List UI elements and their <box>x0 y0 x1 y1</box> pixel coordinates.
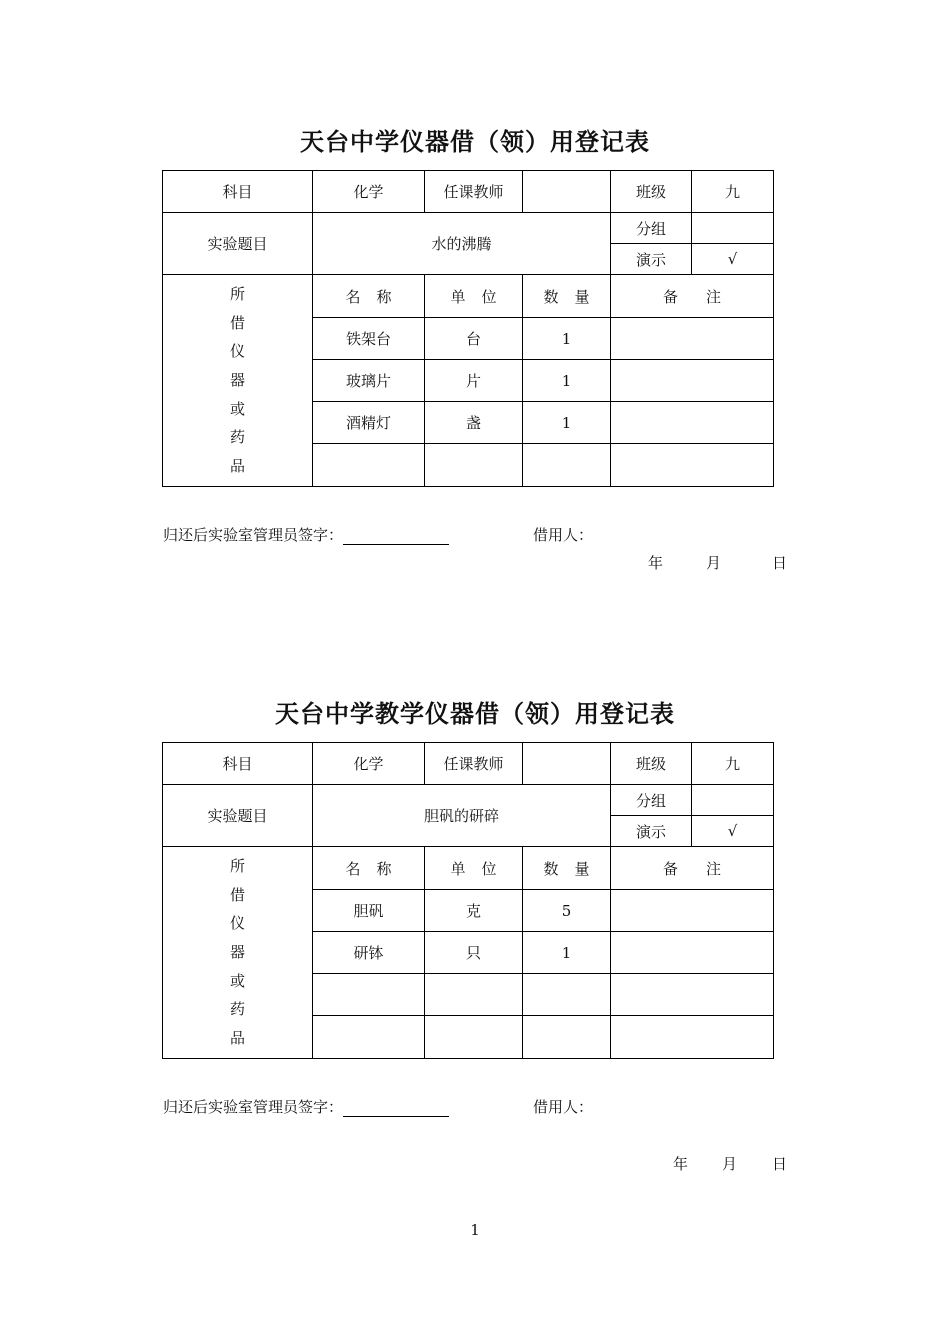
item-name[interactable] <box>313 444 425 487</box>
page-number: 1 <box>470 1221 480 1239</box>
demo-value[interactable]: √ <box>692 816 774 847</box>
item-remark[interactable] <box>611 890 774 932</box>
borrower-label: 借用人： <box>533 1098 594 1116</box>
subject-value[interactable]: 化学 <box>313 743 425 785</box>
side-char: 药 <box>229 1000 245 1019</box>
experiment-label: 实验题目 <box>163 785 313 847</box>
item-unit[interactable] <box>425 444 523 487</box>
item-quantity[interactable] <box>523 974 611 1016</box>
item-unit[interactable] <box>425 1016 523 1059</box>
item-remark[interactable] <box>611 444 774 487</box>
item-unit[interactable]: 片 <box>425 360 523 402</box>
item-unit[interactable]: 克 <box>425 890 523 932</box>
side-char: 器 <box>229 942 245 961</box>
item-remark[interactable] <box>611 974 774 1016</box>
borrower-label: 借用人： <box>533 526 594 544</box>
item-quantity[interactable]: 1 <box>523 360 611 402</box>
item-remark[interactable] <box>611 932 774 974</box>
teacher-label: 任课教师 <box>425 743 523 785</box>
item-unit[interactable]: 台 <box>425 318 523 360</box>
side-char: 所 <box>229 285 245 304</box>
teacher-value[interactable] <box>523 171 611 213</box>
teacher-label: 任课教师 <box>425 171 523 213</box>
name-header: 名称 <box>313 275 425 318</box>
return-signature-label: 归还后实验室管理员签字： <box>163 526 344 544</box>
item-name[interactable]: 铁架台 <box>313 318 425 360</box>
item-quantity[interactable] <box>523 444 611 487</box>
side-char: 品 <box>229 1028 245 1047</box>
item-quantity[interactable]: 5 <box>523 890 611 932</box>
teacher-value[interactable] <box>523 743 611 785</box>
class-value[interactable]: 九 <box>692 171 774 213</box>
signature-blank[interactable] <box>343 530 449 545</box>
form-1-title: 天台中学仪器借（领）用登记表 <box>300 127 650 156</box>
group-value[interactable] <box>692 785 774 816</box>
group-label: 分组 <box>611 213 692 244</box>
side-char: 器 <box>229 370 245 389</box>
side-char: 或 <box>229 399 245 418</box>
return-signature-line <box>163 524 449 545</box>
borrowed-items-side-label <box>163 847 313 1059</box>
item-name[interactable]: 研钵 <box>313 932 425 974</box>
item-remark[interactable] <box>611 1016 774 1059</box>
return-signature-line <box>163 1096 449 1117</box>
unit-header: 单位 <box>425 847 523 890</box>
quantity-header: 数量 <box>523 275 611 318</box>
name-header: 名称 <box>313 847 425 890</box>
item-name[interactable]: 玻璃片 <box>313 360 425 402</box>
subject-label: 科目 <box>163 171 313 213</box>
class-label: 班级 <box>611 171 692 213</box>
item-remark[interactable] <box>611 402 774 444</box>
experiment-value[interactable]: 胆矾的研碎 <box>313 785 611 847</box>
side-char: 借 <box>229 885 245 904</box>
item-remark[interactable] <box>611 360 774 402</box>
form-1-table <box>162 170 774 487</box>
remarks-header: 备注 <box>611 847 774 890</box>
group-label: 分组 <box>611 785 692 816</box>
demo-label: 演示 <box>611 244 692 275</box>
group-value[interactable] <box>692 213 774 244</box>
item-quantity[interactable]: 1 <box>523 318 611 360</box>
form-2-title: 天台中学教学仪器借（领）用登记表 <box>275 699 675 728</box>
date-year: 年 <box>648 554 664 572</box>
demo-label: 演示 <box>611 816 692 847</box>
side-char: 仪 <box>229 914 245 933</box>
class-value[interactable]: 九 <box>692 743 774 785</box>
date-day: 日 <box>772 1155 788 1173</box>
experiment-value[interactable]: 水的沸腾 <box>313 213 611 275</box>
item-name[interactable] <box>313 974 425 1016</box>
experiment-label: 实验题目 <box>163 213 313 275</box>
side-char: 品 <box>229 456 245 475</box>
side-char: 或 <box>229 971 245 990</box>
subject-value[interactable]: 化学 <box>313 171 425 213</box>
item-quantity[interactable]: 1 <box>523 932 611 974</box>
item-unit[interactable]: 只 <box>425 932 523 974</box>
side-char: 仪 <box>229 342 245 361</box>
item-name[interactable]: 酒精灯 <box>313 402 425 444</box>
item-unit[interactable] <box>425 974 523 1016</box>
side-char: 借 <box>229 313 245 332</box>
item-name[interactable] <box>313 1016 425 1059</box>
signature-blank[interactable] <box>343 1102 449 1117</box>
date-month: 月 <box>706 554 722 572</box>
date-day: 日 <box>772 554 788 572</box>
demo-value[interactable]: √ <box>692 244 774 275</box>
subject-label: 科目 <box>163 743 313 785</box>
item-quantity[interactable]: 1 <box>523 402 611 444</box>
item-unit[interactable]: 盏 <box>425 402 523 444</box>
return-signature-label: 归还后实验室管理员签字： <box>163 1098 344 1116</box>
class-label: 班级 <box>611 743 692 785</box>
item-remark[interactable] <box>611 318 774 360</box>
borrowed-items-side-label <box>163 275 313 487</box>
date-month: 月 <box>722 1155 738 1173</box>
quantity-header: 数量 <box>523 847 611 890</box>
item-name[interactable]: 胆矾 <box>313 890 425 932</box>
date-year: 年 <box>673 1155 689 1173</box>
unit-header: 单位 <box>425 275 523 318</box>
item-quantity[interactable] <box>523 1016 611 1059</box>
side-char: 所 <box>229 857 245 876</box>
remarks-header: 备注 <box>611 275 774 318</box>
side-char: 药 <box>229 428 245 447</box>
form-2-table <box>162 742 774 1059</box>
